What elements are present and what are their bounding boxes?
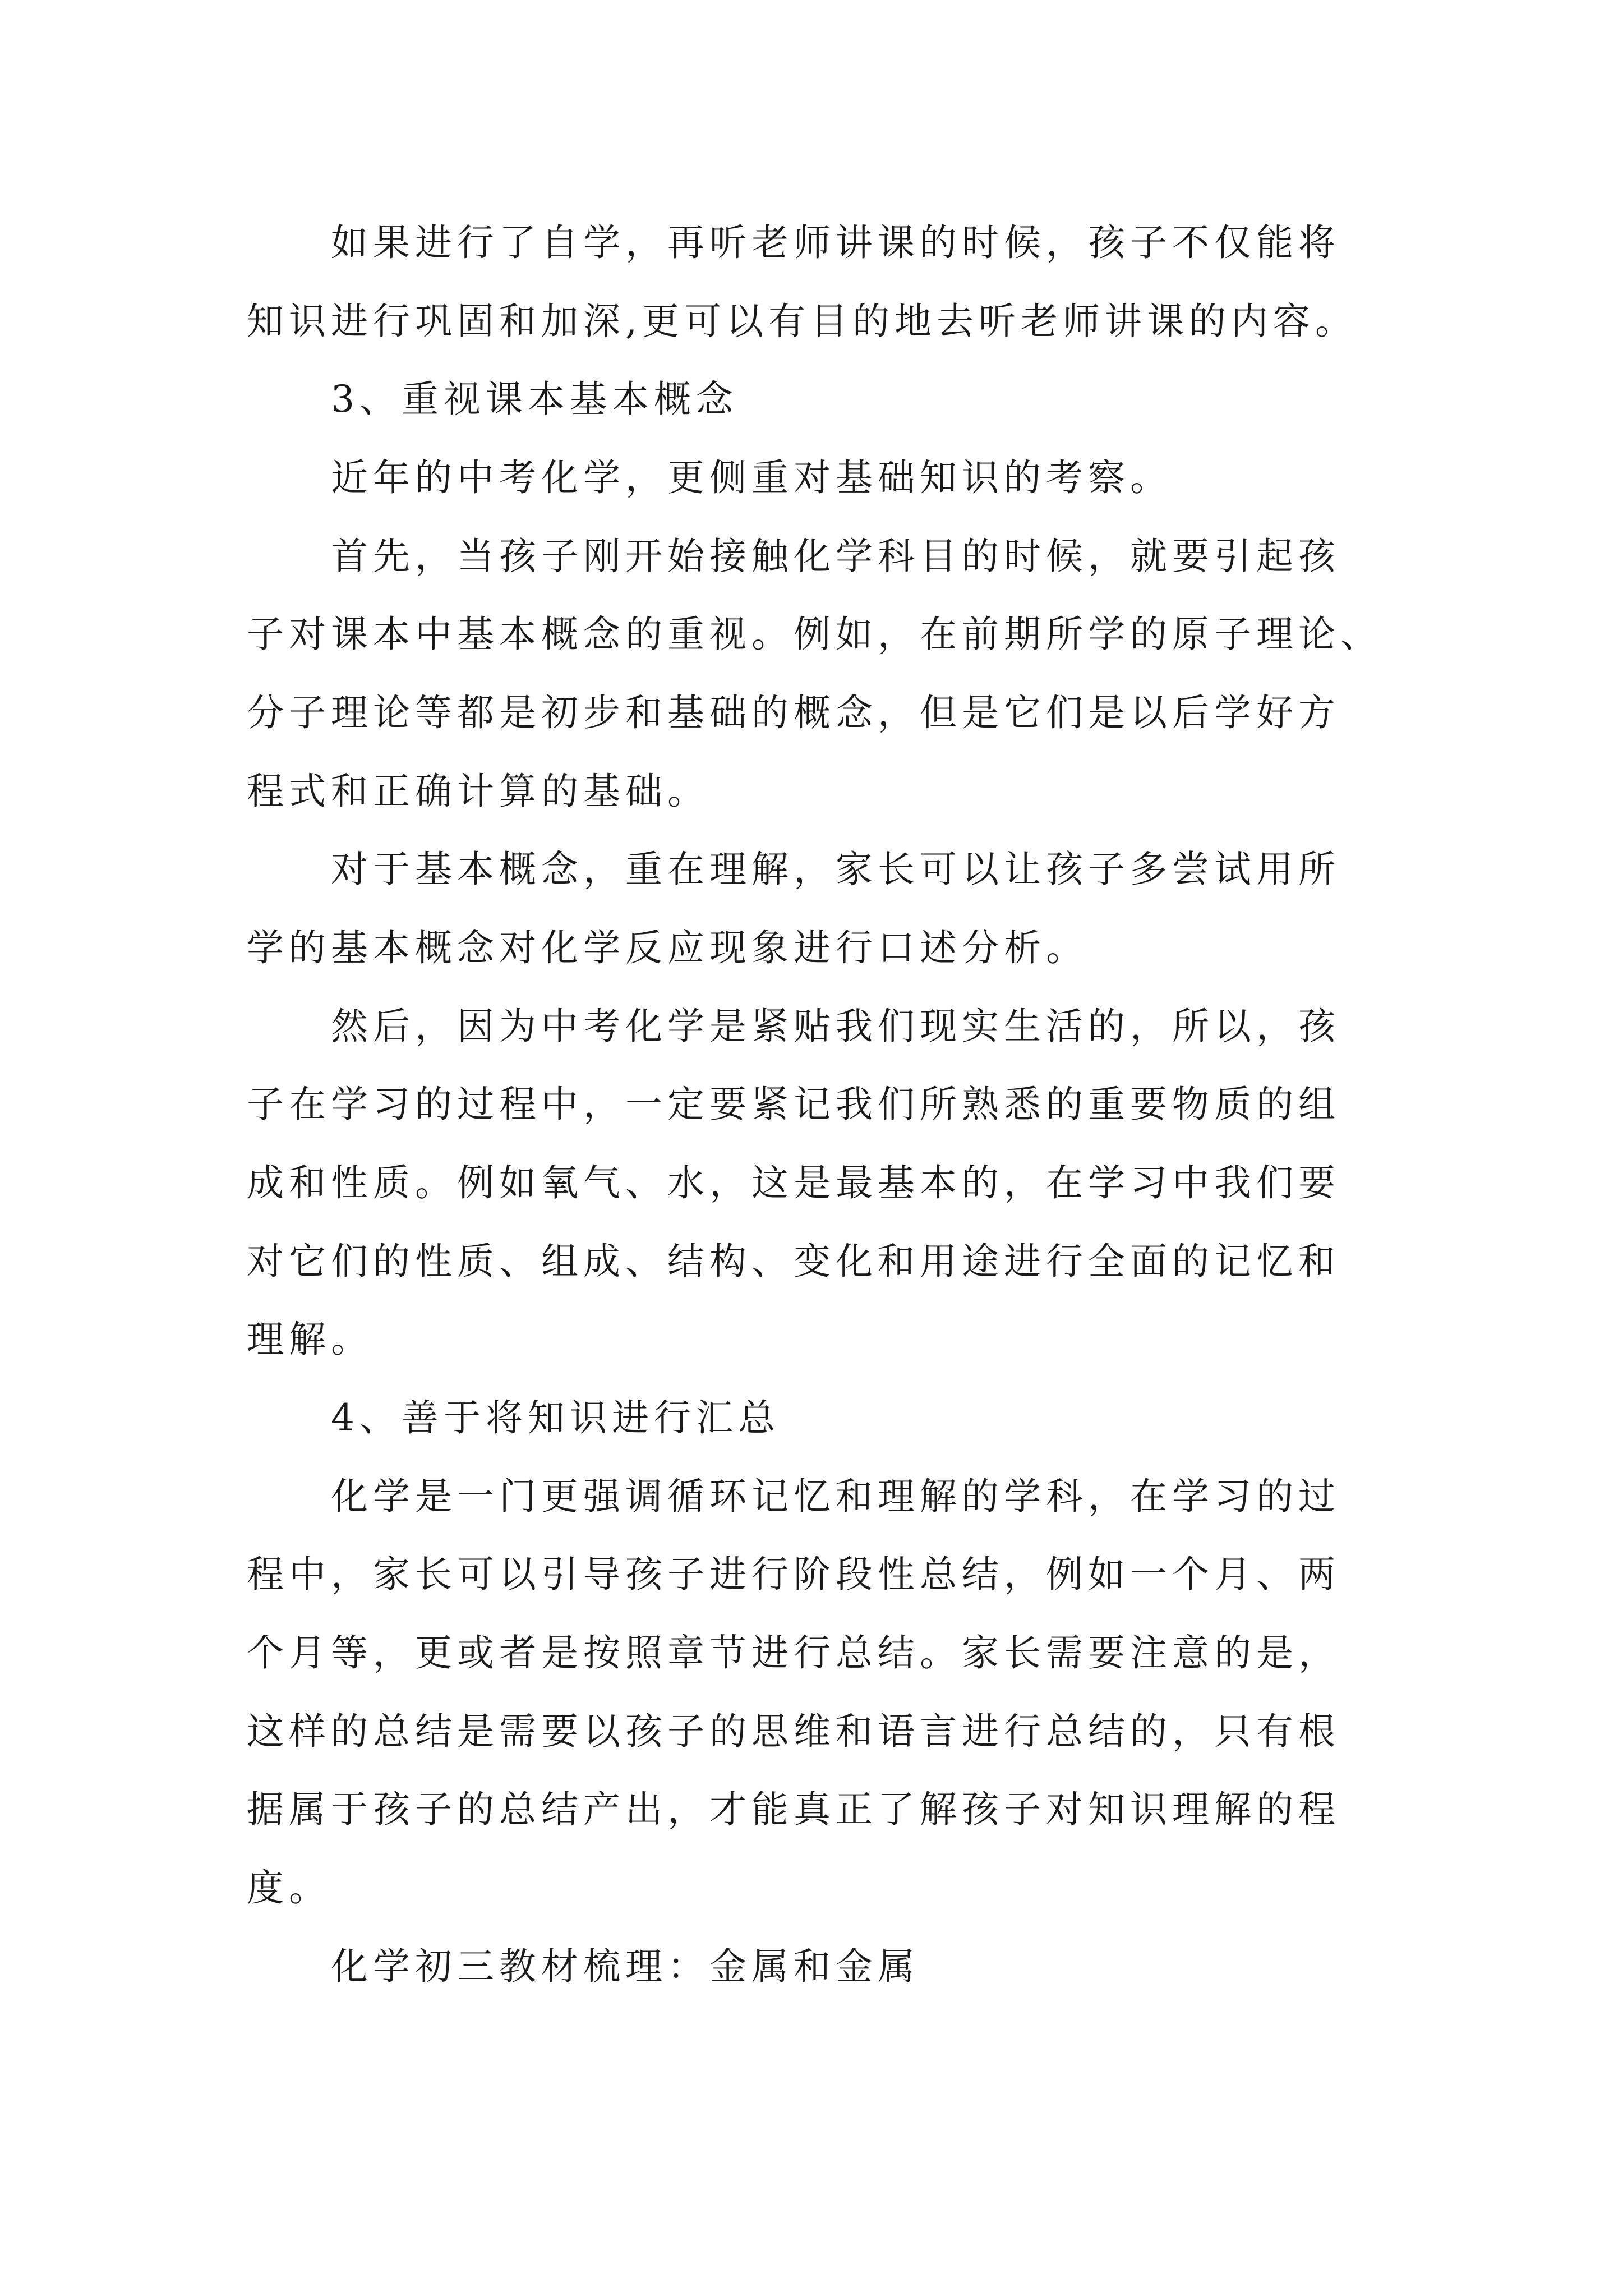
- paragraph-line: 知识进行巩固和加深,更可以有目的地去听老师讲课的内容。: [247, 300, 1357, 343]
- paragraph-line: 对于基本概念，重在理解，家长可以让孩子多尝试用所: [331, 848, 1340, 891]
- paragraph-line: 这样的总结是需要以孩子的思维和语言进行总结的，只有根: [247, 1710, 1340, 1753]
- paragraph-line: 子在学习的过程中，一定要紧记我们所熟悉的重要物质的组: [247, 1083, 1340, 1126]
- paragraph-line: 如果进行了自学，再听老师讲课的时候，孩子不仅能将: [331, 221, 1340, 264]
- paragraph-line: 然后，因为中考化学是紧贴我们现实生活的，所以，孩: [331, 1005, 1340, 1048]
- paragraph-line: 个月等，更或者是按照章节进行总结。家长需要注意的是，: [247, 1631, 1340, 1674]
- paragraph-line: 成和性质。例如氧气、水，这是最基本的，在学习中我们要: [247, 1161, 1340, 1204]
- paragraph-line: 度。: [247, 1866, 331, 1910]
- paragraph-line: 首先，当孩子刚开始接触化学科目的时候，就要引起孩: [331, 535, 1340, 578]
- section-heading-materials: 化学初三教材梳理：金属和金属: [331, 1945, 920, 1988]
- paragraph-line: 近年的中考化学，更侧重对基础知识的考察。: [331, 456, 1172, 499]
- paragraph-line: 对它们的性质、组成、结构、变化和用途进行全面的记忆和: [247, 1240, 1340, 1283]
- paragraph-line: 理解。: [247, 1318, 373, 1361]
- paragraph-line: 程式和正确计算的基础。: [247, 770, 709, 813]
- paragraph-line: 学的基本概念对化学反应现象进行口述分析。: [247, 926, 1088, 969]
- paragraph-line: 化学是一门更强调循环记忆和理解的学科，在学习的过: [331, 1475, 1340, 1518]
- paragraph-line: 据属于孩子的总结产出，才能真正了解孩子对知识理解的程: [247, 1788, 1340, 1831]
- paragraph-line: 程中，家长可以引导孩子进行阶段性总结，例如一个月、两: [247, 1553, 1340, 1596]
- paragraph-line: 分子理论等都是初步和基础的概念，但是它们是以后学好方: [247, 691, 1340, 734]
- paragraph-line: 子对课本中基本概念的重视。例如，在前期所学的原子理论、: [247, 613, 1382, 656]
- section-heading-3: 3、重视课本基本概念: [331, 378, 738, 421]
- section-heading-4: 4、善于将知识进行汇总: [331, 1396, 780, 1439]
